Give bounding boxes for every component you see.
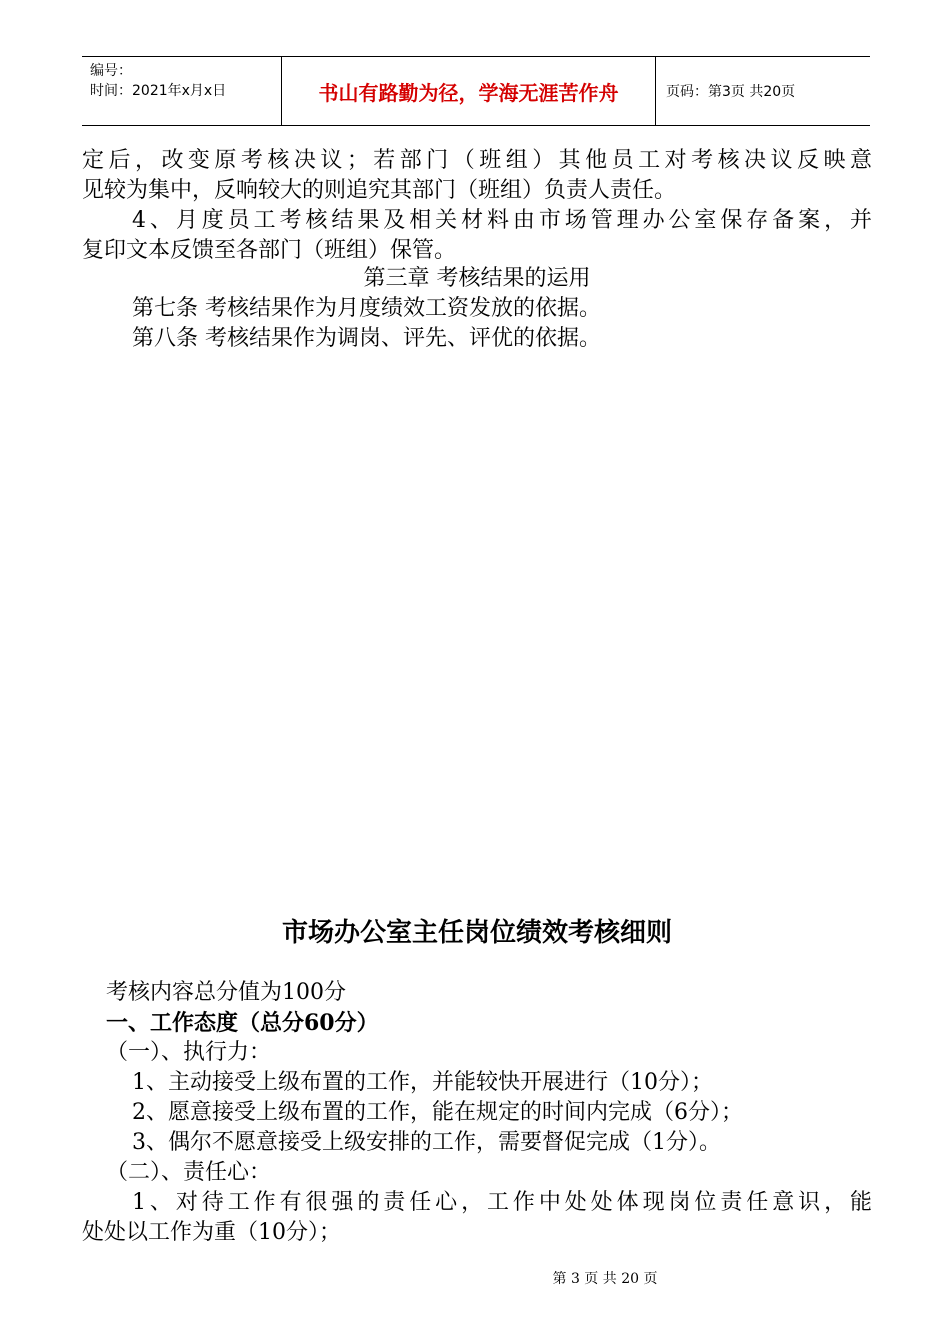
body-line-4: 复印文本反馈至各部门（班组）保管。 <box>82 238 457 263</box>
article-7: 第七条 考核结果作为月度绩效工资发放的依据。 <box>132 296 601 321</box>
item-4-line-2: 处处以工作为重（10分）； <box>82 1220 341 1245</box>
header-motto: 书山有路勤为径，学海无涯苦作舟 <box>282 57 656 125</box>
item-1: 1、主动接受上级布置的工作，并能较快开展进行（10分）； <box>132 1070 713 1095</box>
chapter-heading: 第三章 考核结果的运用 <box>363 266 591 291</box>
section-title: 市场办公室主任岗位绩效考核细则 <box>281 918 672 948</box>
total-score: 考核内容总分值为100分 <box>106 980 346 1005</box>
body-line-2: 见较为集中，反响较大的则追究其部门（班组）负责人责任。 <box>82 178 677 203</box>
header-page-label: 页码：第3页 共20页 <box>666 84 796 100</box>
page-header <box>82 56 870 126</box>
subsection-1: （一）、执行力： <box>106 1040 272 1065</box>
item-4-line-1: 1、对待工作有很强的责任心，工作中处处体现岗位责任意识，能 <box>132 1190 872 1215</box>
footer-page-number: 第 3 页 共 20 页 <box>552 1271 658 1287</box>
subsection-2: （二）、责任心： <box>106 1160 272 1185</box>
article-8: 第八条 考核结果作为调岗、评先、评优的依据。 <box>132 326 601 351</box>
header-meta <box>82 57 282 125</box>
time-label: 时间：2021年x月x日 <box>90 83 227 99</box>
number-label: 编号： <box>90 63 132 79</box>
body-line-3: 4、月度员工考核结果及相关材料由市场管理办公室保存备案，并 <box>132 208 872 233</box>
part-heading: 一、工作态度（总分60分） <box>106 1010 379 1036</box>
body-line-1: 定后，改变原考核决议；若部门（班组）其他员工对考核决议反映意 <box>82 148 872 173</box>
item-3: 3、偶尔不愿意接受上级安排的工作，需要督促完成（1分）。 <box>132 1130 721 1155</box>
page-footer <box>0 1268 950 1288</box>
item-2: 2、愿意接受上级布置的工作，能在规定的时间内完成（6分）； <box>132 1100 743 1125</box>
